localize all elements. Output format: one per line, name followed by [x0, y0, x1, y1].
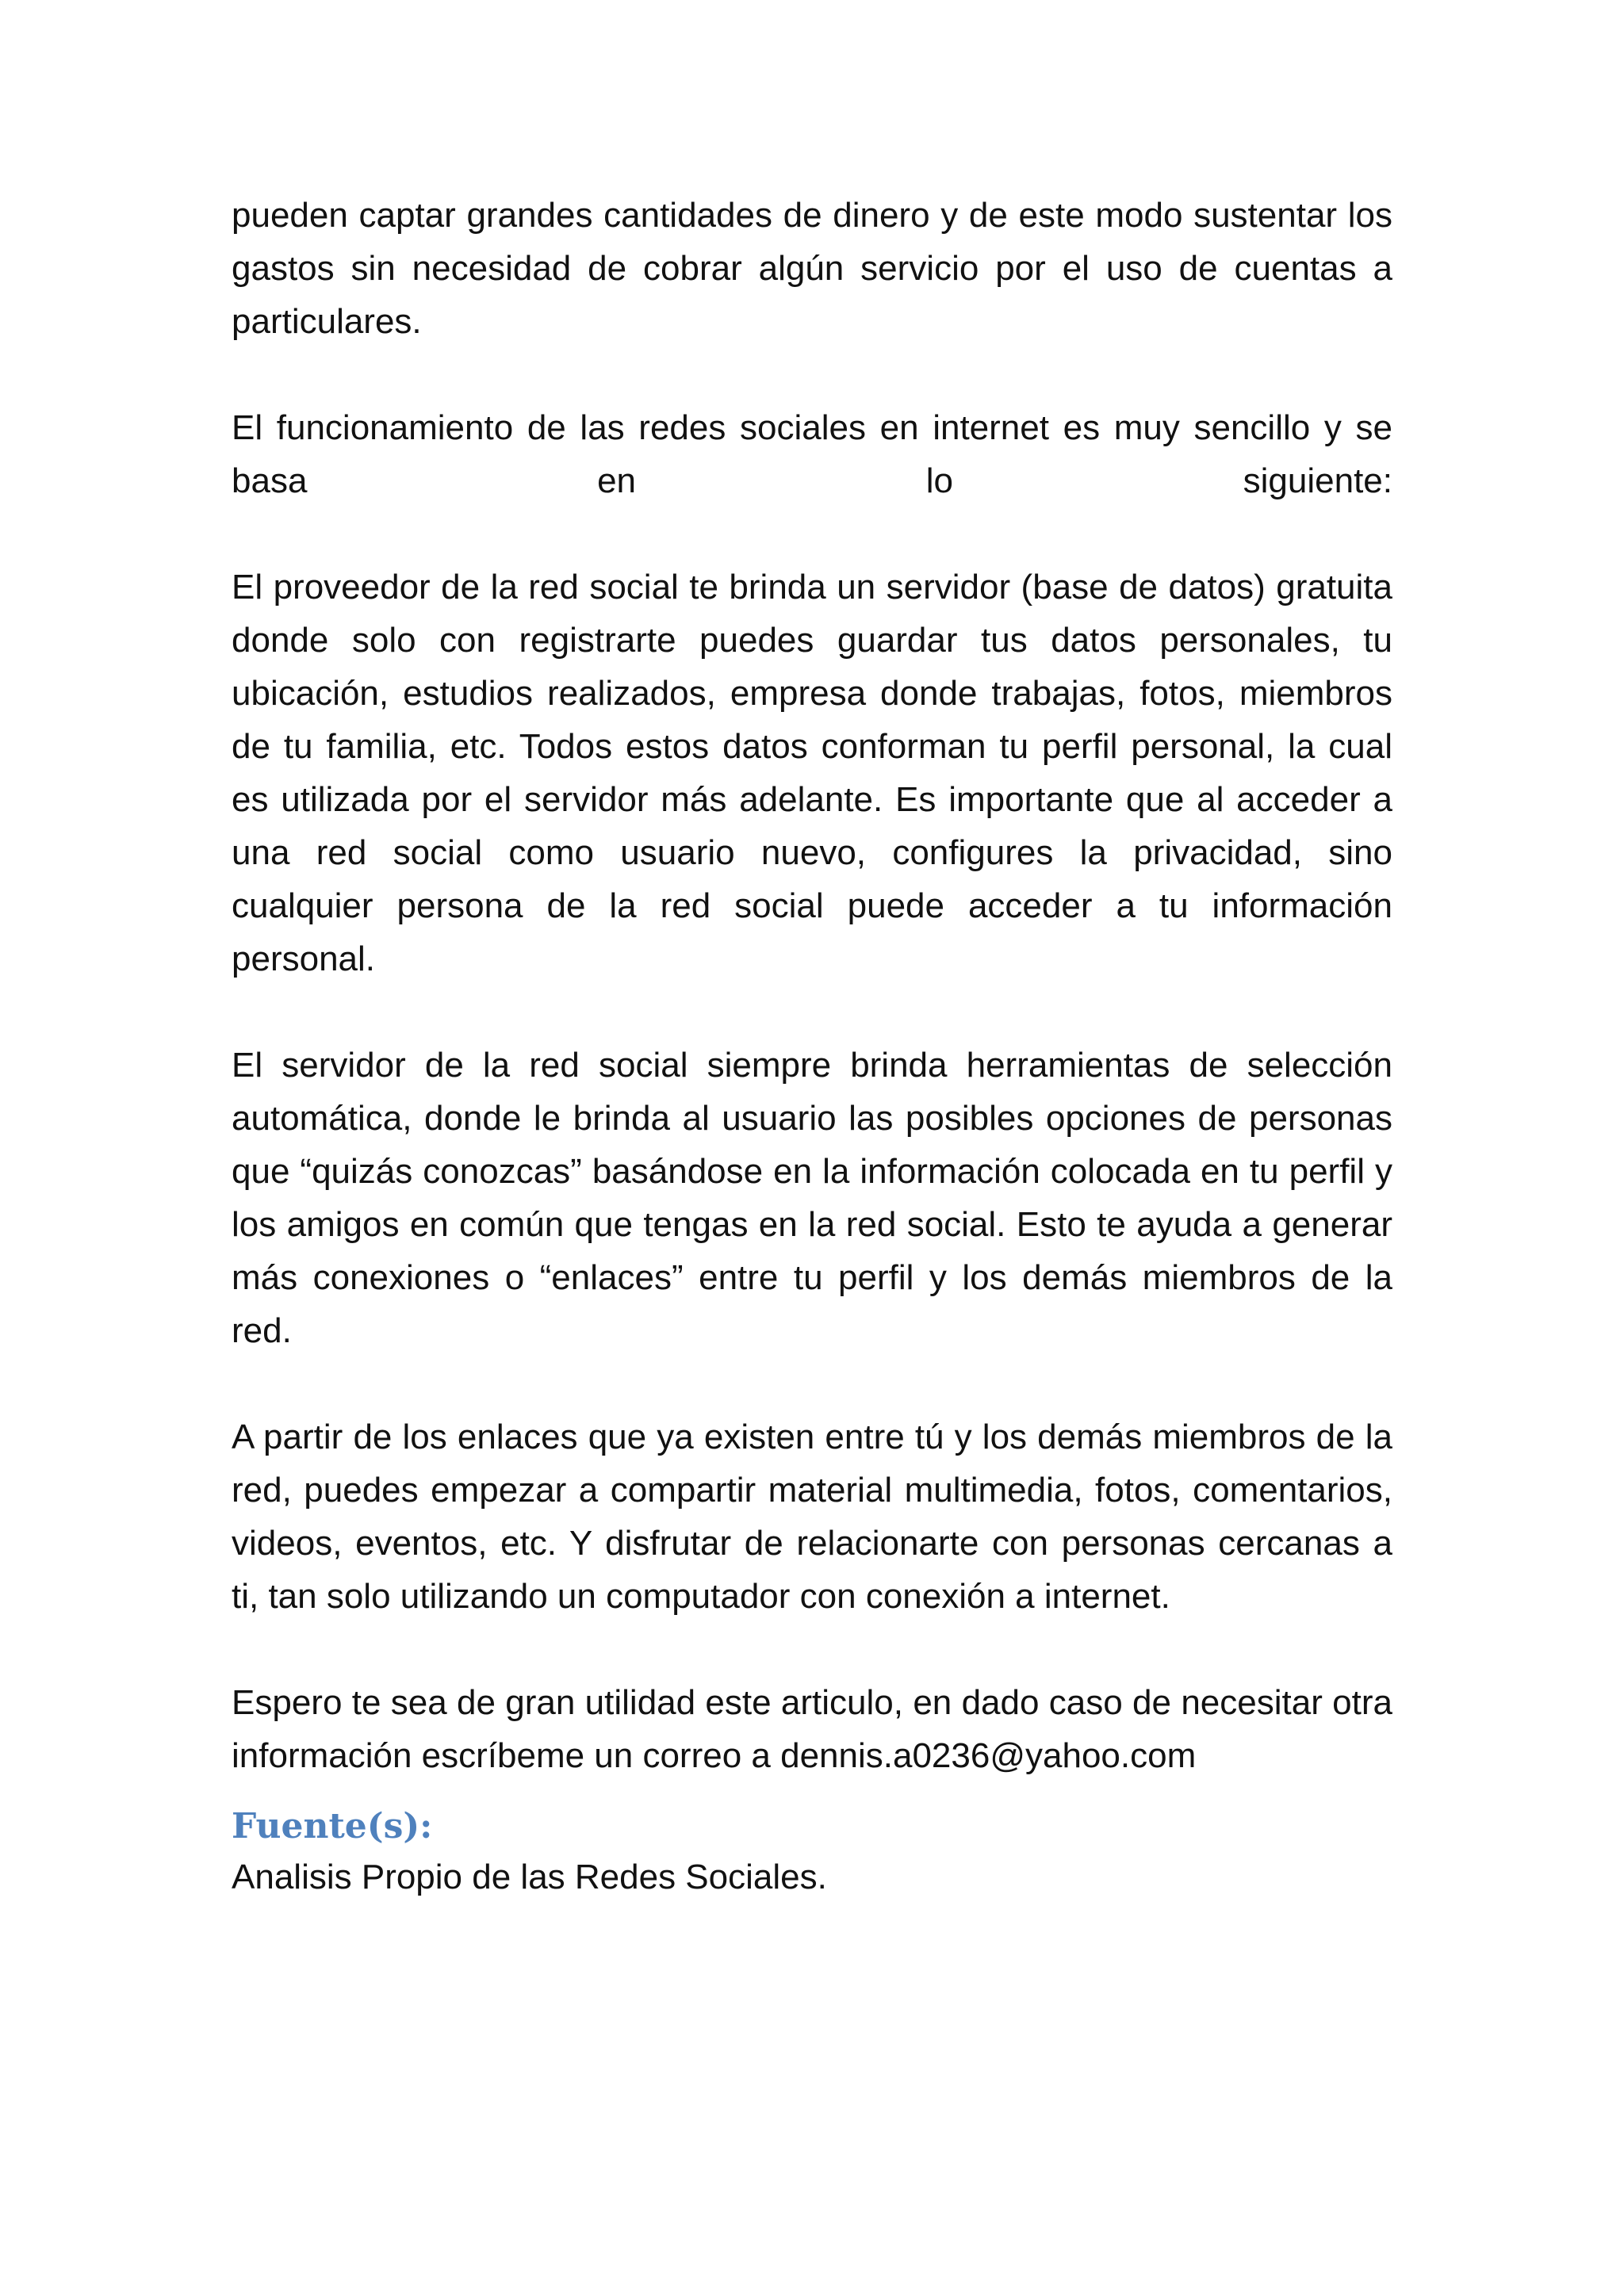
closing-text: Espero te sea de gran utilidad este articulo, en dado caso de necesitar otra información escríbeme un correo a — [232, 1683, 1392, 1775]
paragraph-provider: El proveedor de la red social te brinda un servidor (base de datos) gratuita donde solo con registrarte puedes guardar tus datos personales, tu ubicación, estudios realizados, empresa donde trabajas, fotos, miembros de tu familia, etc. Todos estos datos conforman tu perfil personal, la cual es utilizada por el servidor más adelante. Es importante que al acceder a una red social como usuario nuevo, configures la privacidad, sino cualquier persona de la red social puede acceder a tu información personal. — [232, 568, 1392, 978]
paragraph-sharing: A partir de los enlaces que ya existen entre tú y los demás miembros de la red, puedes empezar a compartir material multimedia, fotos, comentarios, videos, eventos, etc. Y disfrutar de relacionarte con personas cercanas a ti, tan solo utilizando un computador con conexión a internet. — [232, 1418, 1392, 1616]
paragraph-functioning: El funcionamiento de las redes sociales en internet es muy sencillo y se basa en lo siguiente: — [232, 408, 1392, 500]
paragraph-server-tools: El servidor de la red social siempre brinda herramientas de selección automática, donde le brinda al usuario las posibles opciones de personas que “quizás conozcas” basándose en la información colocada en tu perfil y los amigos en común que tengas en la red social. Esto te ayuda a generar más conexiones o “enlaces” entre tu perfil y los demás miembros de la red. — [232, 1046, 1392, 1350]
document-body — [232, 189, 1392, 1904]
source-text: Analisis Propio de las Redes Sociales. — [232, 1858, 827, 1896]
sources-heading: Fuente(s): — [232, 1806, 433, 1846]
paragraph-intro-continuation: pueden captar grandes cantidades de dinero y de este modo sustentar los gastos sin necesidad de cobrar algún servicio por el uso de cuentas a particulares. — [232, 196, 1392, 341]
paragraph-closing — [232, 1676, 1392, 1782]
email-address: dennis.a0236@yahoo.com — [780, 1736, 1197, 1775]
